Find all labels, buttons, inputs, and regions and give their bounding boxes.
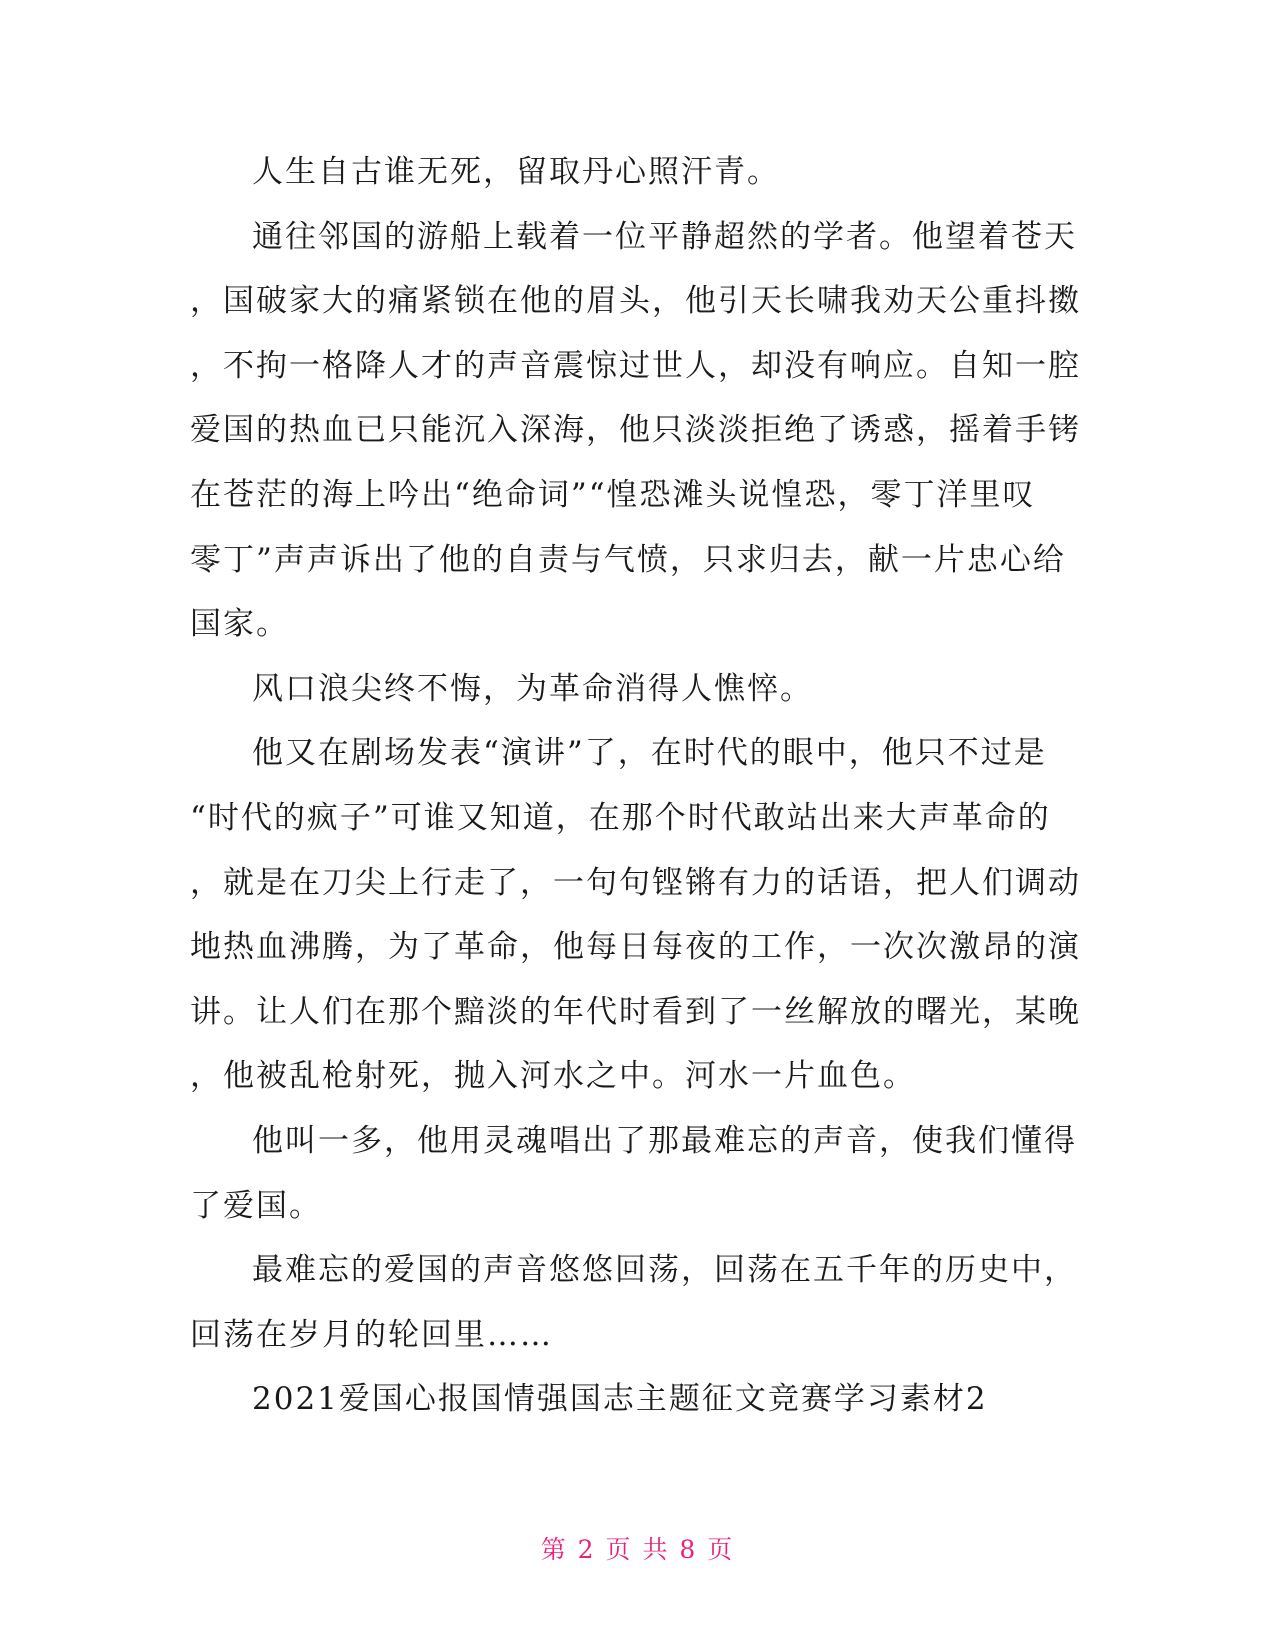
text-line: 零丁”声声诉出了他的自责与气愤，只求归去，献一片忠心给 (190, 541, 1066, 578)
text-line: 地热血沸腾，为了革命，他每日每夜的工作，一次次激昂的演 (190, 929, 1081, 966)
text-line: 了爱国。 (190, 1187, 322, 1224)
text-line: ，国破家大的痛紧锁在他的眉头，他引天长啸我劝天公重抖擞 (190, 283, 1081, 320)
page-indicator: 第 2 页 共 8 页 (540, 1535, 735, 1564)
section-heading (190, 1367, 1085, 1432)
text-line: 爱国的热血已只能沉入深海，他只淡淡拒绝了诱惑，摇着手铐 (190, 412, 1081, 449)
text-line: ，就是在刀尖上行走了，一句句铿锵有力的话语，把人们调动 (190, 864, 1081, 901)
text-line: ，不拘一格降人才的声音震惊过世人，却没有响应。自知一腔 (190, 347, 1081, 384)
text-line: 2021爱国心报国情强国志主题征文竞赛学习素材2 (252, 1381, 988, 1418)
text-line: “时代的疯子”可谁又知道，在那个时代敢站出来大声革命的 (190, 799, 1051, 836)
text-line: ，他被乱枪射死，抛入河水之中。河水一片血色。 (190, 1058, 916, 1095)
document-body (190, 140, 1085, 1432)
paragraph (190, 1238, 1085, 1367)
text-line: 最难忘的爱国的声音悠悠回荡，回荡在五千年的历史中， (252, 1252, 1077, 1289)
paragraph (190, 657, 1085, 722)
text-line: 讲。让人们在那个黯淡的年代时看到了一丝解放的曙光，某晚 (190, 993, 1081, 1030)
paragraph (190, 721, 1085, 1109)
paragraph (190, 1109, 1085, 1238)
text-line: 他又在剧场发表“演讲”了，在时代的眼中，他只不过是 (252, 735, 1047, 772)
text-line: 风口浪尖终不悔，为革命消得人憔悴。 (252, 670, 813, 707)
paragraph (190, 140, 1085, 205)
text-line: 人生自古谁无死，留取丹心照汗青。 (252, 154, 780, 190)
text-line: 回荡在岁月的轮回里…… (190, 1316, 553, 1353)
text-line: 通往邻国的游船上载着一位平静超然的学者。他望着苍天 (252, 218, 1077, 255)
paragraph (190, 205, 1085, 657)
text-line: 国家。 (190, 606, 289, 643)
text-line: 在苍茫的海上吟出“绝命词”“惶恐滩头说惶恐，零丁洋里叹 (190, 476, 1036, 513)
text-line: 他叫一多，他用灵魂唱出了那最难忘的声音，使我们懂得 (252, 1122, 1077, 1159)
